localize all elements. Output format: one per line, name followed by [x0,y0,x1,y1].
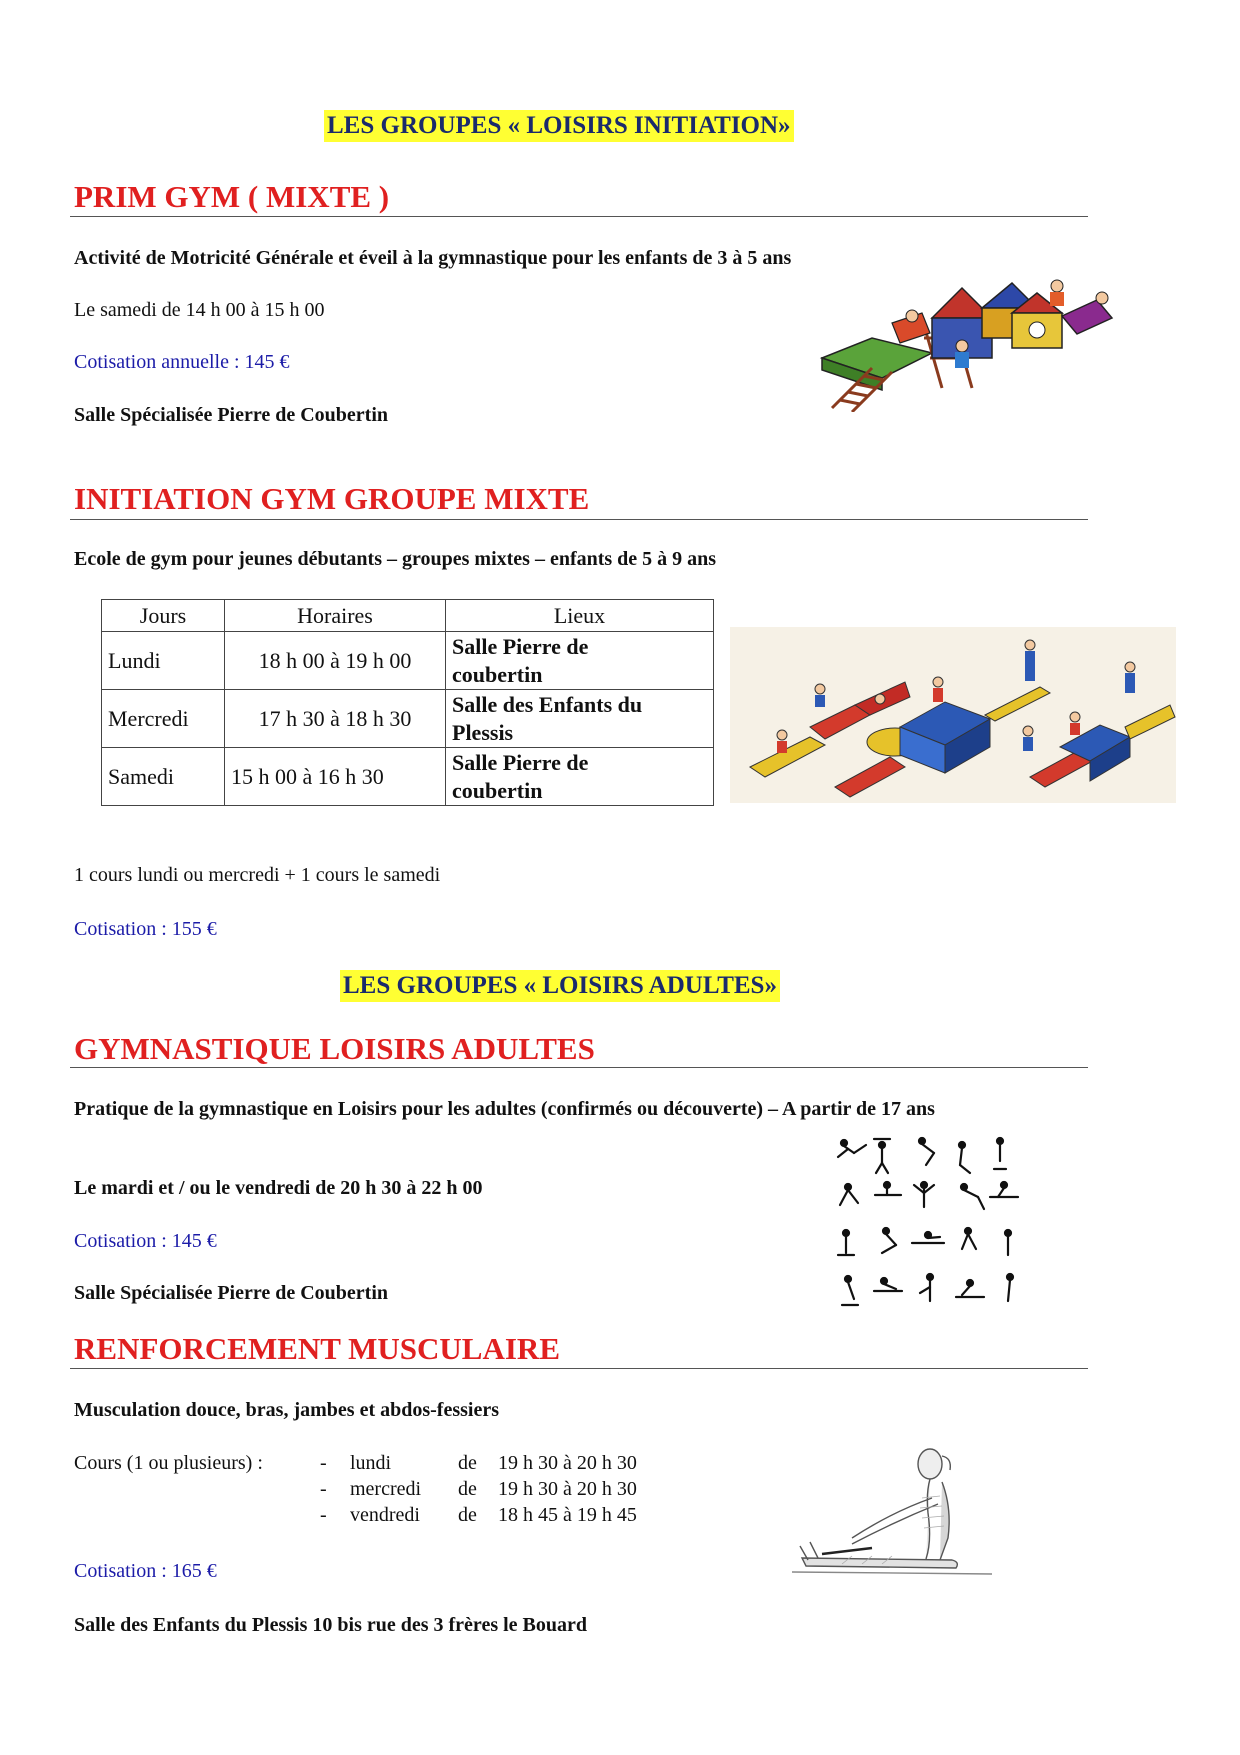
course-day: mercredi [350,1478,422,1500]
init-gym-title: INITIATION GYM GROUPE MIXTE [74,481,590,516]
renfo-courses-label: Cours (1 ou plusieurs) : [74,1452,263,1474]
place-line: coubertin [452,661,543,687]
place-line: coubertin [452,777,543,803]
gym-loisirs-rule [70,1067,1088,1068]
table-cell-day: Samedi [102,748,225,806]
table-header-jours: Jours [102,600,225,632]
course-dash: - [320,1452,327,1474]
table-row [102,748,714,806]
table-header-lieux: Lieux [446,600,714,632]
prim-gym-schedule: Le samedi de 14 h 00 à 15 h 00 [74,299,325,321]
table-row [102,632,714,690]
play-structure-illustration [812,278,1128,412]
section-band-initiation: LES GROUPES « LOISIRS INITIATION» [324,110,794,142]
table-cell-hours: 18 h 00 à 19 h 00 [225,632,446,690]
table-cell-hours: 17 h 30 à 18 h 30 [225,690,446,748]
prim-gym-title: PRIM GYM ( MIXTE ) [74,179,390,214]
course-line-mercredi [320,1476,637,1502]
renfo-rule [70,1368,1088,1369]
course-de: de [458,1504,477,1526]
table-cell-place [446,632,714,690]
renfo-fee: Cotisation : 165 € [74,1560,217,1582]
course-dash: - [320,1504,327,1526]
prim-gym-place: Salle Spécialisée Pierre de Coubertin [74,404,389,426]
course-hours: 18 h 45 à 19 h 45 [498,1504,637,1526]
course-hours: 19 h 30 à 20 h 30 [498,1452,637,1474]
renfo-title: RENFORCEMENT MUSCULAIRE [74,1331,560,1366]
course-line-vendredi [320,1502,637,1528]
table-header-row [102,600,714,632]
init-gym-fee: Cotisation : 155 € [74,918,217,940]
foam-blocks-illustration [730,627,1176,803]
gym-loisirs-schedule: Le mardi et / ou le vendredi de 20 h 30 à 22 h 00 [74,1177,483,1199]
prim-gym-rule [70,216,1088,217]
place-line: Salle des Enfants du [452,691,643,717]
place-line: Plessis [452,719,514,745]
course-hours: 19 h 30 à 20 h 30 [498,1478,637,1500]
course-de: de [458,1452,477,1474]
section-band-adultes: LES GROUPES « LOISIRS ADULTES» [340,970,780,1002]
init-gym-note: 1 cours lundi ou mercredi + 1 cours le samedi [74,864,441,886]
table-cell-place [446,690,714,748]
course-day: lundi [350,1452,392,1474]
stretching-woman-illustration [782,1438,998,1584]
schedule-table [101,599,714,806]
gym-loisirs-fee: Cotisation : 145 € [74,1230,217,1252]
table-row [102,690,714,748]
prim-gym-fee: Cotisation annuelle : 145 € [74,351,290,373]
gym-loisirs-title: GYMNASTIQUE LOISIRS ADULTES [74,1031,595,1066]
gym-loisirs-place: Salle Spécialisée Pierre de Coubertin [74,1282,389,1304]
renfo-description: Musculation douce, bras, jambes et abdos-fessiers [74,1399,499,1421]
table-cell-day: Lundi [102,632,225,690]
gymnast-silhouettes-illustration [832,1135,1028,1323]
course-de: de [458,1478,477,1500]
table-cell-day: Mercredi [102,690,225,748]
init-gym-description: Ecole de gym pour jeunes débutants – groupes mixtes – enfants de 5 à 9 ans [74,548,717,570]
place-line: Salle Pierre de [452,633,589,659]
table-cell-place [446,748,714,806]
table-header-horaires: Horaires [225,600,446,632]
prim-gym-description: Activité de Motricité Générale et éveil à la gymnastique pour les enfants de 3 à 5 ans [74,247,792,269]
table-cell-hours: 15 h 00 à 16 h 30 [225,748,446,806]
course-line-lundi [320,1450,637,1476]
renfo-place: Salle des Enfants du Plessis 10 bis rue des 3 frères le Bouard [74,1614,587,1636]
course-day: vendredi [350,1504,420,1526]
init-gym-rule [70,519,1088,520]
course-dash: - [320,1478,327,1500]
place-line: Salle Pierre de [452,749,589,775]
gym-loisirs-description: Pratique de la gymnastique en Loisirs pour les adultes (confirmés ou découverte) – A partir de 17 ans [74,1098,935,1120]
